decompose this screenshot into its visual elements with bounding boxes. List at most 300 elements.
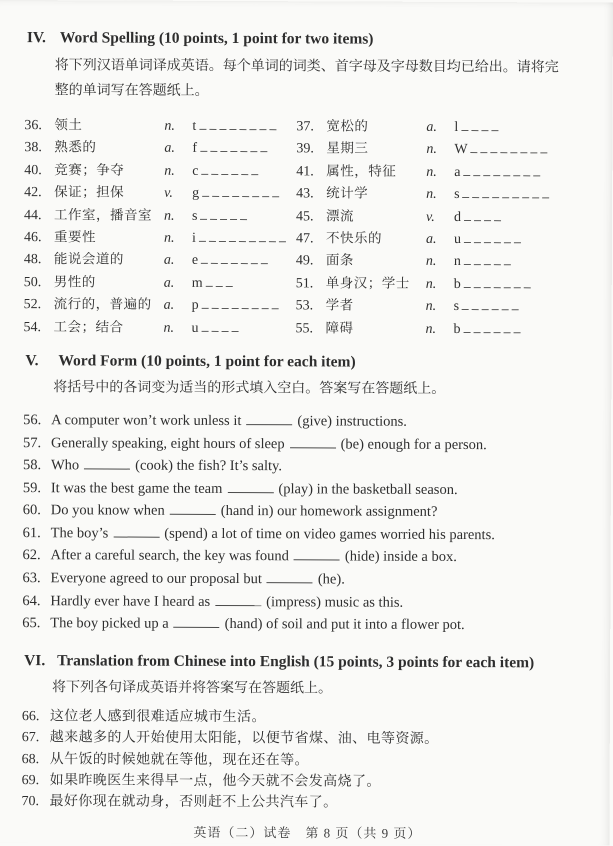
- item-chinese-prompt: 工作室，播音室: [54, 206, 153, 223]
- item-chinese-prompt: 单身汉；学士: [325, 275, 410, 291]
- translation-list: [21, 706, 593, 816]
- word-item: [24, 113, 296, 137]
- part-of-speech-label: a.: [163, 297, 175, 313]
- sentence-before-blank: After a careful search, the key was found: [50, 547, 289, 565]
- item-chinese-prompt: 星期三: [326, 140, 369, 156]
- blank-dash: [269, 120, 276, 130]
- blank-dash: [201, 165, 208, 175]
- item-chinese-prompt: 竞赛；争夺: [54, 162, 125, 178]
- blank-dash: [473, 166, 480, 176]
- blank-dash: [531, 144, 538, 154]
- item-number: 48.: [23, 252, 42, 268]
- blank-dash: [524, 278, 531, 288]
- word-item: [296, 271, 596, 295]
- blank-dash: [501, 144, 508, 154]
- word-item: [296, 226, 596, 250]
- blank-dash: [262, 299, 269, 309]
- blank-dash: [216, 277, 223, 287]
- chinese-sentence: 这位老人感到很难适应城市生活。: [49, 709, 266, 726]
- blank-dash: [272, 299, 279, 309]
- blank-dash: [482, 300, 489, 310]
- blank-dash: [484, 233, 491, 243]
- item-number: 70.: [21, 794, 40, 810]
- blank-dash: [502, 300, 509, 310]
- letter-dashes: [461, 120, 501, 135]
- blank-dash: [474, 323, 481, 333]
- first-letter: u: [453, 231, 461, 247]
- fill-in-blank: [267, 571, 313, 583]
- blank-dash: [199, 232, 206, 242]
- blank-dash: [232, 322, 239, 332]
- letter-dashes: [201, 164, 261, 179]
- answer-blank: [192, 320, 296, 336]
- blank-dash: [242, 187, 249, 197]
- answer-blank: [192, 253, 296, 269]
- answer-blank: [454, 142, 596, 159]
- word-item: [24, 270, 296, 294]
- section-word-form: [22, 351, 595, 637]
- answer-blank: [192, 141, 296, 157]
- answer-blank: [192, 276, 296, 292]
- word-form-sentence: [22, 590, 594, 615]
- blank-dash: [481, 121, 488, 131]
- blank-dash: [260, 143, 267, 153]
- item-chinese-prompt: 面条: [325, 252, 354, 268]
- item-chinese-prompt: 领土: [54, 117, 83, 133]
- first-letter: l: [454, 119, 459, 136]
- blank-dash: [483, 166, 490, 176]
- item-number: 55.: [295, 320, 314, 336]
- blank-dash: [212, 321, 219, 331]
- blank-dash: [262, 187, 269, 197]
- word-item: [24, 315, 296, 339]
- word-item: [24, 292, 296, 316]
- item-number: 60.: [22, 502, 41, 519]
- first-letter: u: [191, 320, 199, 336]
- first-letter: p: [191, 297, 199, 313]
- blank-dash: [474, 255, 481, 265]
- blank-dash: [251, 165, 258, 175]
- word-item: [296, 114, 596, 138]
- sentence-before-blank: Generally speaking, eight hours of sleep: [51, 434, 285, 452]
- section-instructions: 将括号中的各词变为适当的形式填入空白。答案写在答题纸上。: [53, 380, 446, 397]
- item-number: 66.: [21, 708, 40, 725]
- first-letter: d: [454, 209, 462, 225]
- item-number: 42.: [24, 185, 42, 201]
- letter-dashes: [464, 322, 524, 337]
- blank-dash: [473, 188, 480, 198]
- blank-dash: [222, 321, 229, 331]
- answer-blank: [454, 321, 596, 338]
- blank-dash: [484, 323, 491, 333]
- blank-dash: [249, 120, 256, 130]
- blank-dash: [219, 232, 226, 242]
- chinese-sentence: 最好你现在就动身，否则赶不上公共汽车了。: [49, 794, 338, 811]
- blank-dash: [471, 143, 478, 153]
- letter-dashes: [202, 320, 242, 335]
- sentence-before-blank: A computer won’t work unless it: [51, 412, 242, 429]
- section-numeral: V.: [25, 352, 39, 370]
- letter-dashes: [464, 232, 524, 247]
- part-of-speech-label: n.: [426, 142, 437, 158]
- first-letter: s: [454, 187, 460, 203]
- item-number: 39.: [296, 141, 314, 157]
- first-letter: t: [192, 118, 197, 134]
- item-number: 52.: [23, 297, 42, 313]
- blank-dash: [494, 233, 501, 243]
- blank-dash: [484, 278, 491, 288]
- blank-dash: [242, 299, 249, 309]
- part-of-speech-label: n.: [163, 230, 175, 246]
- blank-dash: [212, 299, 219, 309]
- item-number: 46.: [23, 230, 42, 246]
- blank-dash: [514, 323, 521, 333]
- sentence-after-blank: (hide) inside a box.: [344, 548, 457, 566]
- sentence-before-blank: Who: [50, 457, 80, 474]
- translation-sentence: [22, 727, 594, 751]
- blank-dash: [512, 300, 519, 310]
- fill-in-blank: [294, 549, 340, 561]
- answer-blank: [454, 187, 596, 204]
- sentence-before-blank: The boy’s: [50, 525, 109, 542]
- item-chinese-prompt: 男性的: [53, 273, 96, 290]
- first-letter: c: [192, 163, 199, 179]
- blank-dash: [202, 299, 209, 309]
- letter-dashes: [463, 165, 543, 180]
- item-number: 51.: [295, 276, 314, 292]
- sentence-after-blank: (give) instructions.: [297, 413, 407, 430]
- fill-in-blank: [84, 457, 130, 469]
- blank-dash: [201, 254, 208, 264]
- blank-dash: [541, 144, 548, 154]
- blank-dash: [533, 166, 540, 176]
- answer-blank: [454, 299, 596, 316]
- word-item: [296, 137, 596, 161]
- blank-dash: [250, 142, 257, 152]
- section-word-spelling: [24, 28, 597, 339]
- item-chinese-prompt: 障碍: [325, 319, 354, 336]
- blank-dash: [219, 120, 226, 130]
- blank-dash: [230, 142, 237, 152]
- word-form-sentence: [22, 612, 594, 637]
- blank-dash: [232, 299, 239, 309]
- blank-dash: [239, 232, 246, 242]
- blank-dash: [521, 144, 528, 154]
- word-item: [296, 249, 596, 273]
- blank-dash: [494, 323, 501, 333]
- part-of-speech-label: n.: [426, 164, 437, 180]
- word-item: [24, 203, 296, 227]
- blank-dash: [504, 256, 511, 266]
- word-form-sentence: [23, 409, 595, 434]
- blank-dash: [481, 143, 488, 153]
- word-item: [296, 204, 596, 228]
- blank-dash: [241, 254, 248, 264]
- blank-dash: [220, 210, 227, 220]
- sentence-before-blank: Do you know when: [50, 502, 165, 520]
- item-chinese-prompt: 熟悉的: [54, 139, 97, 155]
- word-item: [296, 181, 596, 205]
- blank-dash: [251, 254, 258, 264]
- part-of-speech-label: v.: [164, 185, 173, 201]
- blank-dash: [464, 211, 471, 221]
- letter-dashes: [202, 298, 282, 313]
- section-numeral: IV.: [26, 29, 46, 47]
- word-item: [24, 158, 296, 182]
- blank-dash: [494, 256, 501, 266]
- item-number: 62.: [22, 547, 41, 564]
- blank-dash: [504, 323, 511, 333]
- blank-dash: [209, 232, 216, 242]
- word-form-sentence: [23, 432, 595, 457]
- first-letter: b: [453, 321, 461, 337]
- blank-dash: [514, 233, 521, 243]
- item-chinese-prompt: 漂流: [326, 207, 355, 224]
- word-item: [24, 135, 296, 159]
- section-translation-header: [24, 651, 594, 672]
- part-of-speech-label: a.: [163, 275, 175, 291]
- blank-dash: [261, 254, 268, 264]
- blank-dash: [221, 254, 228, 264]
- word-form-sentence: [23, 499, 595, 524]
- fill-in-blank: [290, 436, 336, 448]
- item-number: 69.: [21, 773, 40, 789]
- word-spelling-list: [24, 113, 597, 339]
- blank-dash: [471, 121, 478, 131]
- part-of-speech-label: n.: [426, 187, 437, 203]
- letter-dashes: [462, 299, 522, 314]
- item-number: 56.: [23, 412, 42, 429]
- blank-dash: [504, 233, 511, 243]
- blank-dash: [464, 323, 471, 333]
- word-form-sentence: [23, 522, 595, 547]
- item-number: 64.: [22, 592, 41, 609]
- blank-dash: [259, 120, 266, 130]
- item-chinese-prompt: 重要性: [53, 229, 97, 245]
- blank-dash: [474, 233, 481, 243]
- section-translation: [21, 651, 594, 816]
- item-chinese-prompt: 保证；担保: [54, 184, 125, 200]
- blank-dash: [259, 232, 266, 242]
- blank-dash: [523, 188, 530, 198]
- blank-dash: [464, 278, 471, 288]
- first-letter: b: [453, 276, 461, 292]
- first-letter: n: [453, 254, 461, 270]
- letter-dashes: [199, 119, 279, 134]
- blank-dash: [231, 254, 238, 264]
- fill-in-blank: [174, 616, 220, 628]
- blank-dash: [241, 165, 248, 175]
- part-of-speech-label: n.: [425, 276, 437, 292]
- blank-dash: [462, 300, 469, 310]
- answer-blank: [192, 208, 296, 224]
- sentence-before-blank: Hardly ever have I heard as: [50, 592, 211, 610]
- letter-dashes: [202, 186, 282, 201]
- blank-dash: [503, 188, 510, 198]
- item-number: 47.: [295, 231, 314, 247]
- page-footer: 英语（二）试卷 第 8 页（共 9 页）: [193, 824, 422, 841]
- word-item: [296, 316, 596, 340]
- blank-dash: [472, 300, 479, 310]
- answer-blank: [192, 164, 296, 180]
- blank-dash: [491, 121, 498, 131]
- part-of-speech-label: n.: [164, 118, 175, 134]
- blank-dash: [210, 142, 217, 152]
- letter-dashes: [201, 253, 271, 268]
- blank-dash: [232, 187, 239, 197]
- translation-sentence: [22, 706, 594, 730]
- blank-dash: [221, 165, 228, 175]
- section-title: Translation from Chinese into English (15 points, 3 points for each item): [57, 652, 535, 672]
- item-chinese-prompt: 能说会道的: [53, 251, 124, 267]
- word-item: [296, 293, 596, 317]
- chinese-sentence: 越来越多的人开始使用太阳能，以便节省煤、油、电等资源。: [49, 730, 439, 748]
- blank-dash: [226, 277, 233, 287]
- part-of-speech-label: n.: [163, 320, 175, 336]
- answer-blank: [192, 231, 296, 247]
- sentence-before-blank: Everyone agreed to our proposal but: [50, 570, 262, 588]
- blank-dash: [211, 165, 218, 175]
- blank-dash: [206, 277, 213, 287]
- blank-dash: [239, 120, 246, 130]
- part-of-speech-label: n.: [164, 163, 175, 179]
- part-of-speech-label: n.: [164, 208, 175, 224]
- fill-in-blank: [227, 481, 273, 493]
- section-title: Word Spelling (10 points, 1 point for two items): [59, 29, 374, 48]
- word-item: [24, 225, 296, 249]
- blank-dash: [220, 142, 227, 152]
- sentence-after-blank: (spend) a lot of time on video games worried his parents.: [164, 525, 495, 544]
- blank-dash: [252, 187, 259, 197]
- part-of-speech-label: a.: [425, 231, 437, 247]
- letter-dashes: [206, 276, 236, 291]
- sentence-after-blank: (he).: [317, 571, 345, 588]
- word-form-sentence: [22, 567, 594, 592]
- item-number: 43.: [296, 186, 314, 202]
- item-number: 44.: [24, 207, 42, 223]
- word-form-sentence: [23, 477, 595, 502]
- blank-dash: [222, 187, 229, 197]
- first-letter: s: [453, 299, 460, 315]
- blank-dash: [200, 209, 207, 219]
- blank-dash: [202, 187, 209, 197]
- word-item: [24, 247, 296, 271]
- fill-in-blank: [170, 503, 216, 515]
- answer-blank: [454, 210, 596, 227]
- blank-dash: [474, 211, 481, 221]
- letter-dashes: [200, 208, 250, 223]
- blank-dash: [199, 120, 206, 130]
- blank-dash: [210, 209, 217, 219]
- blank-dash: [494, 278, 501, 288]
- blank-dash: [222, 299, 229, 309]
- answer-blank: [454, 232, 596, 249]
- blank-dash: [463, 188, 470, 198]
- blank-dash: [493, 188, 500, 198]
- blank-dash: [533, 188, 540, 198]
- item-chinese-prompt: 不快乐的: [325, 230, 382, 246]
- item-number: 45.: [296, 208, 314, 224]
- blank-dash: [229, 232, 236, 242]
- blank-dash: [464, 233, 471, 243]
- part-of-speech-label: a.: [164, 141, 175, 157]
- item-number: 36.: [24, 118, 42, 134]
- section-instructions: 将下列各句译成英语并将答案写在答题纸上。: [51, 680, 333, 697]
- answer-blank: [454, 165, 596, 182]
- section-word-spelling-header: [27, 28, 597, 49]
- item-number: 41.: [296, 164, 314, 180]
- item-number: 49.: [295, 253, 314, 269]
- translation-sentence: [21, 792, 593, 816]
- blank-dash: [252, 299, 259, 309]
- item-chinese-prompt: 工会；结合: [53, 318, 124, 335]
- item-chinese-prompt: 属性，特征: [326, 163, 397, 179]
- blank-dash: [514, 278, 521, 288]
- section-word-form-header: [25, 351, 595, 372]
- blank-dash: [229, 120, 236, 130]
- blank-dash: [504, 278, 511, 288]
- item-number: 58.: [22, 457, 42, 474]
- blank-dash: [484, 255, 491, 265]
- blank-dash: [230, 210, 237, 220]
- sentence-after-blank: (cook) the fish? It’s salty.: [135, 457, 283, 475]
- blank-dash: [200, 142, 207, 152]
- letter-dashes: [463, 187, 553, 202]
- sentence-after-blank: (hand) of soil and put it into a flower pot.: [224, 616, 465, 634]
- blank-dash: [503, 166, 510, 176]
- item-chinese-prompt: 宽松的: [326, 118, 369, 134]
- sentence-after-blank: (impress) music as this.: [266, 593, 404, 611]
- blank-dash: [269, 232, 276, 242]
- blank-dash: [511, 144, 518, 154]
- blank-dash: [240, 210, 247, 220]
- blank-dash: [474, 278, 481, 288]
- item-chinese-prompt: 流行的，普遍的: [53, 296, 152, 312]
- sentence-after-blank: (be) enough for a person.: [340, 435, 487, 453]
- word-form-list: [22, 409, 595, 637]
- answer-blank: [192, 119, 296, 135]
- item-number: 61.: [22, 524, 41, 542]
- part-of-speech-label: v.: [426, 209, 435, 225]
- item-number: 68.: [21, 751, 40, 767]
- answer-blank: [454, 254, 596, 271]
- part-of-speech-label: a.: [426, 119, 437, 135]
- letter-dashes: [199, 231, 289, 246]
- blank-dash: [513, 166, 520, 176]
- first-letter: m: [191, 275, 203, 291]
- first-letter: s: [192, 208, 198, 224]
- item-number: 40.: [24, 162, 42, 178]
- item-number: 50.: [23, 274, 42, 290]
- translation-sentence: [22, 749, 594, 773]
- first-letter: e: [191, 253, 199, 269]
- blank-dash: [279, 232, 286, 242]
- part-of-speech-label: a.: [163, 253, 175, 269]
- letter-dashes: [471, 142, 551, 157]
- blank-dash: [461, 121, 468, 131]
- item-number: 67.: [21, 730, 40, 746]
- blank-dash: [209, 120, 216, 130]
- part-of-speech-label: n.: [425, 298, 437, 315]
- fill-in-blank: [246, 413, 292, 425]
- word-form-sentence: [23, 545, 595, 570]
- section-title: Word Form (10 points, 1 point for each item): [58, 352, 356, 371]
- sentence-before-blank: It was the best game the team: [50, 479, 223, 497]
- item-number: 37.: [296, 119, 314, 135]
- fill-in-blank: [113, 525, 159, 537]
- sentence-before-blank: The boy picked up a: [50, 615, 169, 632]
- sentence-after-blank: (hand in) our homework assignment?: [220, 503, 438, 521]
